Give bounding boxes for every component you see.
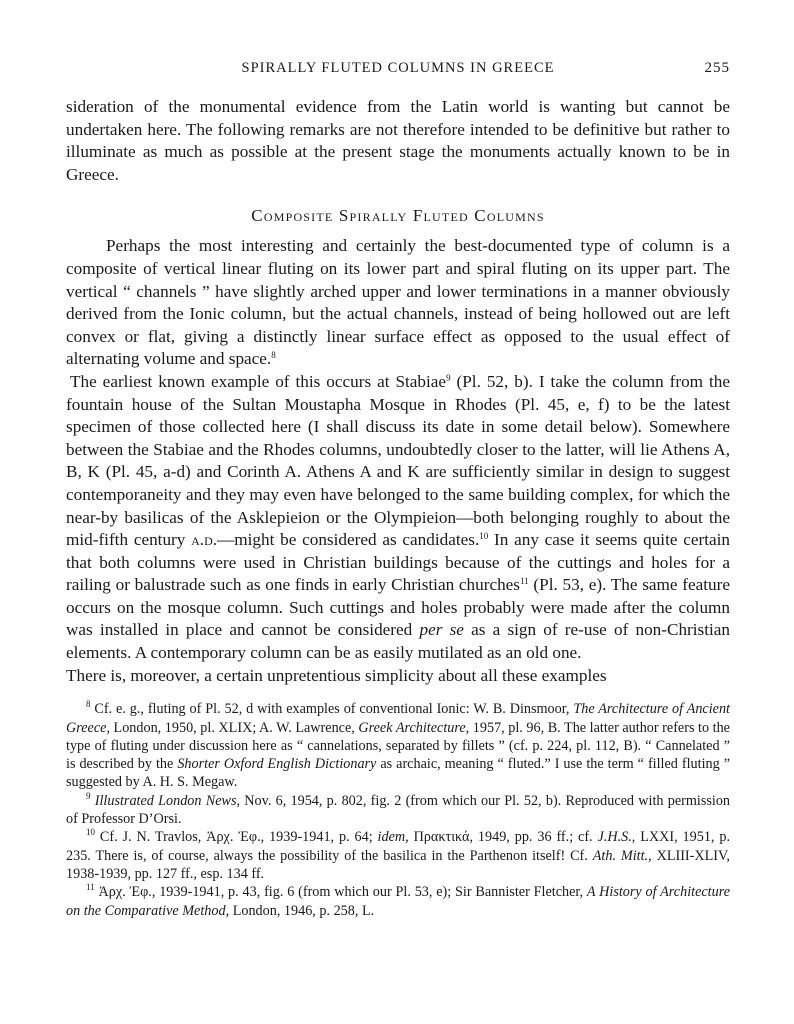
footnote-text: , LXXI, 1951, p. 235. There is, of course, always the possibility of the basilica in the Parthenon itself! Cf.	[66, 829, 731, 864]
footnote-number: 9	[86, 790, 91, 801]
footnote-8	[66, 700, 730, 791]
cited-journal: J.H.S.	[597, 829, 632, 846]
footnote-10	[66, 828, 730, 883]
footnote-ref-9: 9	[446, 372, 451, 383]
cited-journal: Πρακτικά	[413, 829, 470, 846]
paragraph-2-text: (Pl. 53, e). The same feature occurs on the mosque column. Such cuttings and holes probably were made after the column was installed in place and cannot be considered	[66, 575, 730, 640]
footnote-text: Cf. J. N. Travlos,	[95, 829, 207, 846]
paragraph-2-text: In any case it seems quite certain that both columns were used in Christian buildings because of the cuttings and holes for a railing or balustrade such as one finds in early Christian churches	[66, 530, 730, 595]
footnote-number: 8	[86, 699, 91, 710]
cited-title: Greek Architecture	[358, 719, 466, 736]
footnote-text: , London, 1950, pl. XLIX; A. W. Lawrence,	[106, 719, 359, 736]
footnote-text: , London, 1946, p. 258, L.	[225, 902, 375, 919]
footnote-text: as archaic, meaning “ fluted.” I use the term “ filled fluting ” suggested by A. H. S. Megaw.	[66, 756, 731, 791]
running-head	[66, 56, 730, 78]
paragraph-2-text: (Pl. 52, b). I take the column from the fountain house of the Sultan Moustapha Mosque in Rhodes (Pl. 45, e, f) to be the latest specimen of those collected here (I shall discuss its date in some detail below). Somewhere between the Stabiae and the Rhodes columns, undoubtedly closer to the latter, will lie Athens A, B, K (Pl. 45, a-d) and Corinth A. Athens A and K are sufficiently similar in design to suggest contemporaneity and they may even have belonged to the same building complex, for which the near-by basilicas of the Asklepieion or the Olympieion—both belonging roughly to about the mid-fifth century	[66, 371, 730, 550]
section-heading: Composite Spirally Fluted Columns	[251, 206, 545, 226]
footnote-11	[66, 883, 730, 920]
cited-journal: Ath. Mitt.	[592, 847, 649, 864]
cited-idem: idem	[377, 829, 406, 846]
footnote-ref-11: 11	[520, 576, 529, 587]
footnote-text: , XLIII-XLIV, 1938-1939, pp. 127 ff., esp. 134 ff.	[66, 847, 730, 882]
footnote-text: Cf. e. g., fluting of Pl. 52, d with examples of conventional Ionic: W. B. Dinsmoor,	[90, 701, 574, 718]
footnote-text: , 1939-1941, p. 64;	[260, 829, 378, 846]
cited-journal: Ἀρχ. Ἐφ.	[206, 829, 261, 846]
cited-title: The Architecture of Ancient Greece	[66, 701, 730, 736]
latin-phrase: per se	[419, 620, 464, 640]
paragraph-3: There is, moreover, a certain unpretentious simplicity about all these examples	[66, 665, 607, 685]
paragraph-1	[66, 235, 730, 371]
footnote-text: , 1949, pp. 36 ff.; cf.	[469, 829, 598, 846]
paragraph-2	[66, 371, 730, 665]
footnote-number: 10	[86, 827, 95, 838]
opening-paragraph: sideration of the monumental evidence from the Latin world is wanting but cannot be undertaken here. The following remarks are not therefore intended to be definitive but rather to illuminate as much as possible at the present stage the monuments actually known to be in Greece.	[66, 97, 730, 184]
cited-title: Illustrated London News	[94, 792, 237, 809]
era-abbreviation: a.d.	[191, 530, 218, 550]
paragraph-1-text: Perhaps the most interesting and certainly the best-documented type of column is a composite of vertical linear fluting on its lower part and spiral fluting on its upper part. The vertical “ channels ” have slightly arched upper and lower terminations in a manner obviously derived from the Ionic column, but the actual channels, instead of being hollowed out are left convex or flat, giving a distinctly linear surface effect as opposed to the usual effect of alternating volume and space.	[66, 236, 730, 369]
footnote-text: , Nov. 6, 1954, p. 802, fig. 2 (from which our Pl. 52, b). Reproduced with permission of Professor D’Orsi.	[66, 792, 731, 828]
page	[66, 56, 730, 920]
page-number: 255	[704, 60, 730, 76]
footnote-text: , 1939-1941, p. 43, fig. 6 (from which our Pl. 53, e); Sir Bannister Fletcher,	[151, 884, 587, 901]
footnote-ref-8: 8	[271, 350, 276, 361]
cited-title: Shorter Oxford English Dictionary	[177, 756, 377, 773]
footnote-9	[66, 792, 730, 829]
running-title: SPIRALLY FLUTED COLUMNS IN GREECE	[241, 60, 555, 76]
paragraph-2-text: The earliest known example of this occurs at Stabiae	[70, 371, 447, 391]
footnote-text: ,	[405, 829, 414, 846]
cited-journal: Ἀρχ. Ἐφ.	[98, 884, 152, 901]
paragraph-2-text: —might be considered as candidates.	[217, 530, 480, 550]
footnote-text: , 1957, pl. 96, B. The latter author refers to the type of fluting under discussion here as “ cannelations, separated by fillets ” (cf. p. 224, pl. 112, B). “ Cannelated ” is described by the	[66, 719, 730, 773]
paragraph-2-text: as a sign of re-use of non-Christian elements. A contemporary column can be as easily mutilated as an old one.	[66, 620, 731, 663]
footnote-number: 11	[86, 882, 95, 893]
footnotes	[66, 700, 730, 920]
footnote-ref-10: 10	[479, 531, 489, 542]
cited-title: A History of Architecture on the Comparative Method	[66, 884, 731, 919]
